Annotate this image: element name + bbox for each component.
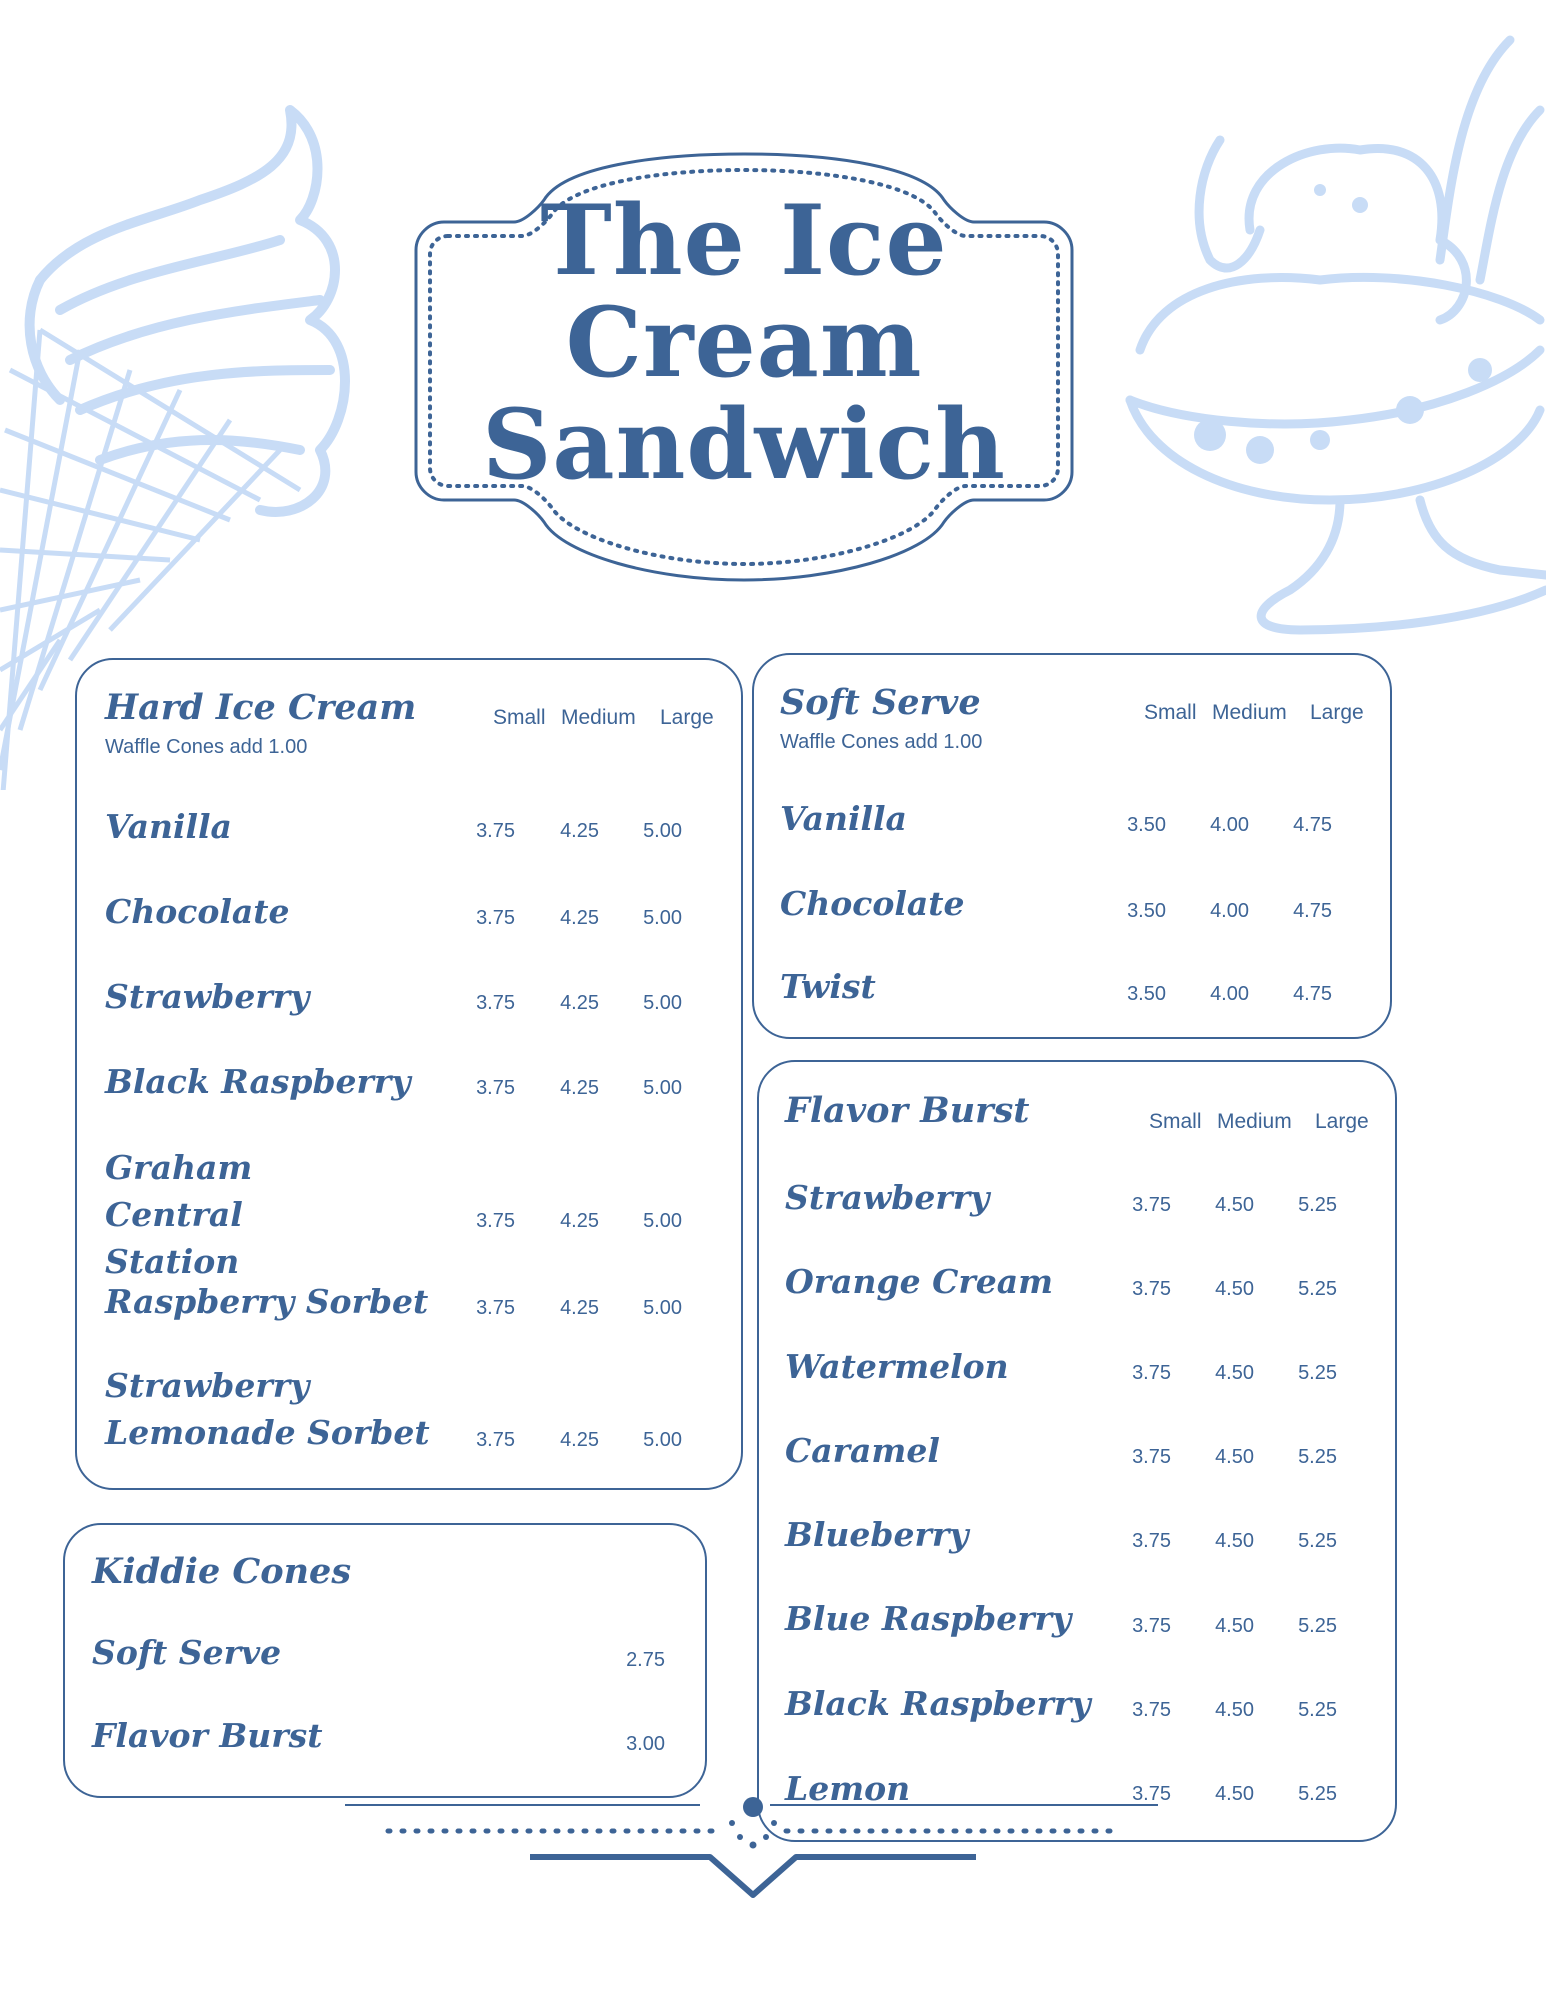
- item-name: Chocolate: [105, 892, 290, 931]
- title-line-2: Cream: [565, 286, 923, 399]
- item-name: Strawberry: [785, 1178, 990, 1217]
- price: 3.00: [626, 1733, 665, 1755]
- column-header-medium: Medium: [1217, 1110, 1292, 1133]
- price-large: 5.25: [1298, 1278, 1337, 1300]
- item-name: Twist: [780, 967, 876, 1006]
- item-name: Flavor Burst: [92, 1716, 323, 1755]
- item-name: Vanilla: [105, 807, 232, 846]
- column-header-medium: Medium: [1212, 701, 1287, 724]
- price-small: 3.75: [1132, 1783, 1171, 1805]
- section-title: Kiddie Cones: [92, 1551, 352, 1592]
- price-small: 3.75: [476, 992, 515, 1014]
- item-name: Watermelon: [785, 1347, 1009, 1386]
- price-large: 5.25: [1298, 1362, 1337, 1384]
- page-title: [414, 184, 1074, 501]
- price-small: 3.75: [476, 1210, 515, 1232]
- item-name: Caramel: [785, 1431, 940, 1470]
- title-line-3: Sandwich: [482, 388, 1006, 501]
- item-name: Chocolate: [780, 884, 965, 923]
- price-large: 5.25: [1298, 1783, 1337, 1805]
- price-small: 3.75: [476, 907, 515, 929]
- section-title: Soft Serve: [780, 682, 981, 723]
- column-header-small: Small: [493, 706, 546, 729]
- price-medium: 4.25: [560, 992, 599, 1014]
- price-small: 3.75: [1132, 1530, 1171, 1552]
- price-large: 5.00: [643, 1210, 682, 1232]
- price-large: 5.00: [643, 820, 682, 842]
- item-name: Blueberry: [785, 1515, 969, 1554]
- price-medium: 4.50: [1215, 1615, 1254, 1637]
- price-medium: 4.25: [560, 1077, 599, 1099]
- price-medium: 4.50: [1215, 1362, 1254, 1384]
- price-small: 3.75: [476, 1429, 515, 1451]
- price: 2.75: [626, 1649, 665, 1671]
- column-header-small: Small: [1144, 701, 1197, 724]
- price-large: 5.25: [1298, 1446, 1337, 1468]
- price-medium: 4.25: [560, 1297, 599, 1319]
- price-large: 5.25: [1298, 1699, 1337, 1721]
- item-name: Black Raspberry: [785, 1684, 1091, 1723]
- price-small: 3.75: [476, 1297, 515, 1319]
- column-header-large: Large: [660, 706, 714, 729]
- item-name: Orange Cream: [785, 1262, 1054, 1301]
- soft-serve-section: [752, 653, 1392, 1039]
- item-name: Strawberry: [105, 977, 310, 1016]
- price-small: 3.50: [1127, 900, 1166, 922]
- price-medium: 4.50: [1215, 1699, 1254, 1721]
- price-small: 3.75: [476, 1077, 515, 1099]
- column-header-small: Small: [1149, 1110, 1202, 1133]
- column-header-large: Large: [1310, 701, 1364, 724]
- price-medium: 4.25: [560, 1429, 599, 1451]
- price-medium: 4.50: [1215, 1783, 1254, 1805]
- price-small: 3.75: [1132, 1699, 1171, 1721]
- price-medium: 4.50: [1215, 1446, 1254, 1468]
- section-title: Hard Ice Cream: [105, 687, 417, 728]
- price-small: 3.75: [1132, 1446, 1171, 1468]
- item-name: Blue Raspberry: [785, 1599, 1072, 1638]
- price-large: 4.75: [1293, 814, 1332, 836]
- ice-cream-sundae-illustration: [1120, 30, 1546, 650]
- price-medium: 4.00: [1210, 900, 1249, 922]
- column-header-large: Large: [1315, 1110, 1369, 1133]
- price-large: 5.00: [643, 1297, 682, 1319]
- price-large: 4.75: [1293, 983, 1332, 1005]
- price-small: 3.50: [1127, 983, 1166, 1005]
- item-name: Raspberry Sorbet: [105, 1282, 429, 1321]
- price-medium: 4.50: [1215, 1194, 1254, 1216]
- price-medium: 4.25: [560, 907, 599, 929]
- price-medium: 4.50: [1215, 1530, 1254, 1552]
- item-name: Graham Central Station: [105, 1148, 253, 1281]
- price-large: 4.75: [1293, 900, 1332, 922]
- price-medium: 4.00: [1210, 983, 1249, 1005]
- price-small: 3.75: [476, 820, 515, 842]
- section-subtitle: Waffle Cones add 1.00: [105, 736, 308, 758]
- price-large: 5.25: [1298, 1194, 1337, 1216]
- hard-ice-cream-section: [75, 658, 743, 1490]
- bottom-ornament: [340, 1795, 1170, 1905]
- price-large: 5.00: [643, 1429, 682, 1451]
- section-subtitle: Waffle Cones add 1.00: [780, 731, 983, 753]
- column-header-medium: Medium: [561, 706, 636, 729]
- price-large: 5.00: [643, 907, 682, 929]
- kiddie-cones-section: [63, 1523, 707, 1798]
- price-large: 5.25: [1298, 1530, 1337, 1552]
- price-medium: 4.00: [1210, 814, 1249, 836]
- item-name: Soft Serve: [92, 1633, 282, 1672]
- price-small: 3.75: [1132, 1194, 1171, 1216]
- price-small: 3.75: [1132, 1278, 1171, 1300]
- item-name: Lemon: [785, 1769, 911, 1808]
- price-medium: 4.25: [560, 820, 599, 842]
- price-small: 3.75: [1132, 1362, 1171, 1384]
- price-small: 3.75: [1132, 1615, 1171, 1637]
- item-name: Black Raspberry: [105, 1062, 411, 1101]
- price-medium: 4.50: [1215, 1278, 1254, 1300]
- price-large: 5.00: [643, 992, 682, 1014]
- price-large: 5.25: [1298, 1615, 1337, 1637]
- item-name: Strawberry Lemonade Sorbet: [105, 1366, 430, 1452]
- price-large: 5.00: [643, 1077, 682, 1099]
- section-title: Flavor Burst: [785, 1090, 1030, 1131]
- item-name: Vanilla: [780, 799, 907, 838]
- title-line-1: The Ice: [540, 184, 948, 297]
- flavor-burst-section: [757, 1060, 1397, 1842]
- price-medium: 4.25: [560, 1210, 599, 1232]
- price-small: 3.50: [1127, 814, 1166, 836]
